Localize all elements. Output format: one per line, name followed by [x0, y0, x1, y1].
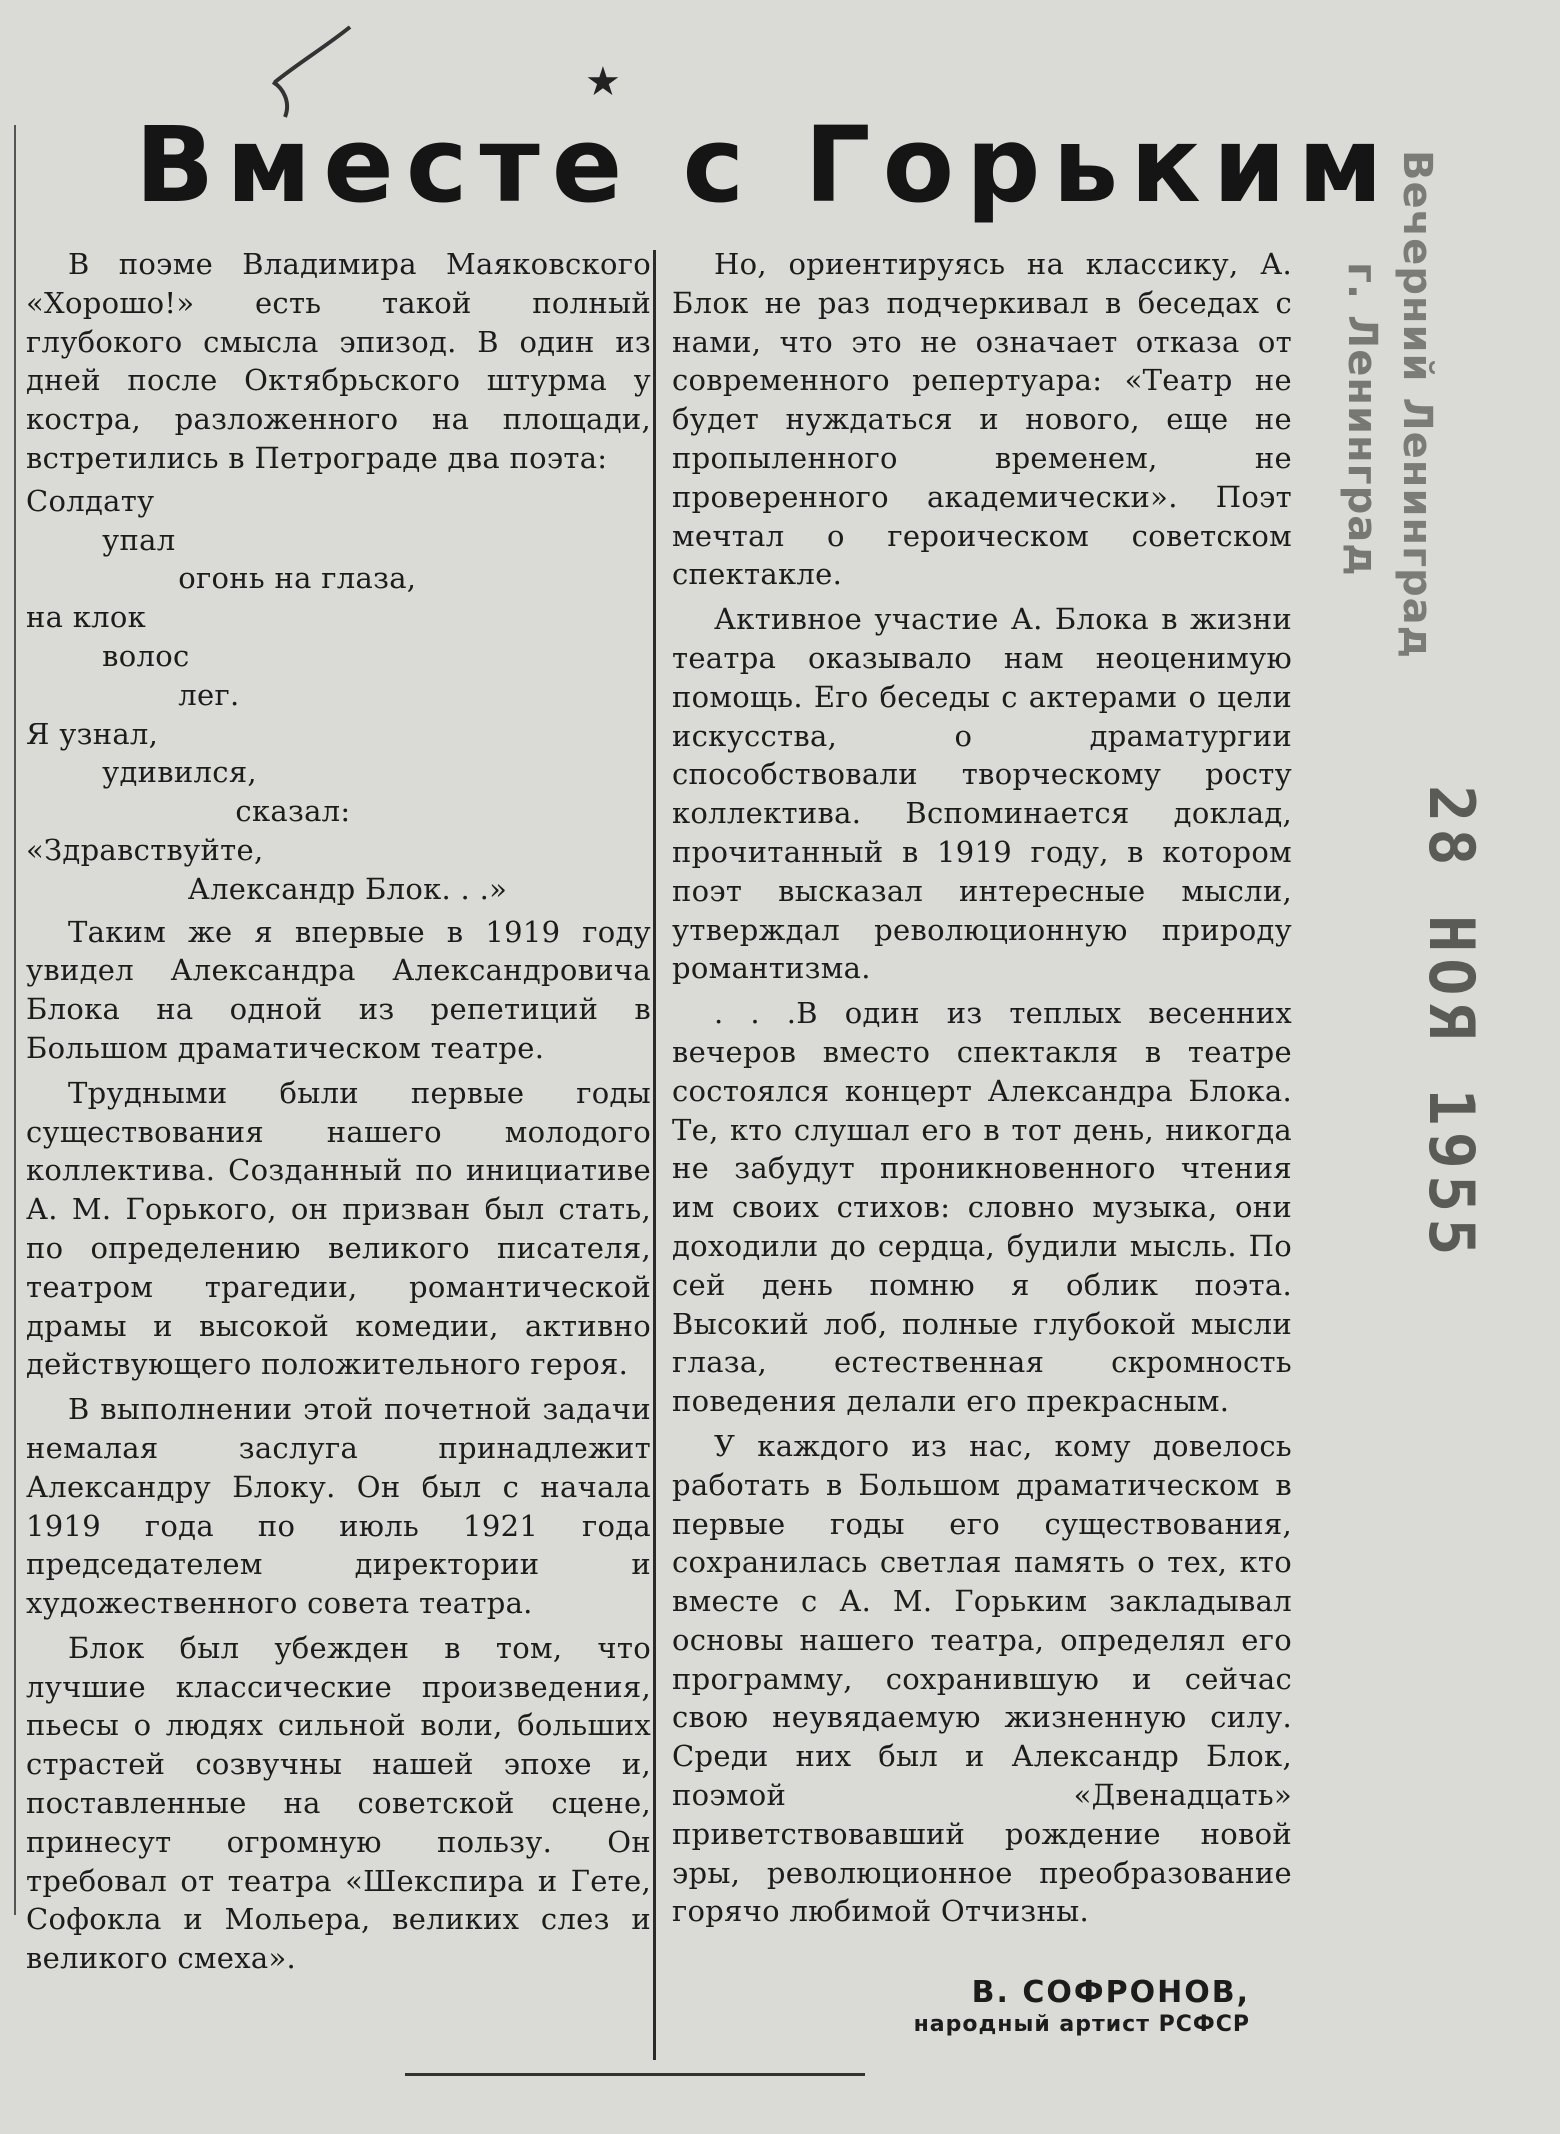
- poem-line: Я узнал,: [26, 716, 159, 751]
- bottom-rule: [405, 2073, 865, 2076]
- poem-line: лег.: [26, 677, 240, 712]
- paragraph: Активное участие А. Блока в жизни театра оказывало нам неоценимую помощь. Его беседы с актерами о цели искусства, о драматургии способствовали творческому росту коллектива. Вспоминается доклад, прочитанный в 1919 году, в котором поэт высказал интересные мысли, утверждал революционную природу романтизма.: [672, 602, 1292, 986]
- poem-line: Александр Блок. . .»: [26, 871, 508, 906]
- poem-line: Солдату: [26, 483, 155, 518]
- poem-line: «Здравствуйте,: [26, 832, 264, 867]
- star-icon: ★: [585, 59, 621, 105]
- paragraph: У каждого из нас, кому довелось работать в Большом драматическом в первые годы его существования, сохранилась светлая память о тех, кто вместе с А. М. Горьким закладывал основы нашего театра, определял его программу, сохранившую и сейчас свою неувядаемую жизненную силу. Среди них был и Александр Блок, поэмой «Двенадцать» приветствовавший рождение новой эры, революционное преобразование горячо любимой Отчизны.: [672, 1428, 1292, 1929]
- paragraph: Но, ориентируясь на классику, А. Блок не раз подчеркивал в беседах с нами, что это не означает отказа от современного репертуара: «Театр не будет нуждаться и нового, еще не пропыленного временем, не проверенного академически». Поэт мечтал о героическом советском спектакле.: [672, 247, 1292, 592]
- article-headline: Вместе с Горьким: [135, 104, 1395, 226]
- clipping-edge: [14, 125, 16, 1915]
- newspaper-name-stamp: Вечерний Ленинград: [1394, 150, 1440, 659]
- paragraph: Блок был убежден в том, что лучшие классические произведения, пьесы о людях сильной воли, больших страстей созвучны нашей эпохе и, поставленные на советской сцене, принесут огромную пользу. Он требовал от театра «Шекспира и Гете, Софокла и Мольера, великих слез и великого смеха».: [26, 1630, 651, 1976]
- author-title: народный артист РСФСР: [913, 2012, 1250, 2037]
- paragraph: Таким же я впервые в 1919 году увидел Александра Александровича Блока на одной из репетиций в Большом драматическом театре.: [26, 914, 651, 1065]
- paragraph: Трудными были первые годы существования нашего молодого коллектива. Созданный по инициативе А. М. Горького, он призван был стать, по определению великого писателя, театром трагедии, романтической драмы и высокой комедии, активно действующего положительного героя.: [26, 1075, 651, 1382]
- poem-line: огонь на глаза,: [26, 561, 417, 596]
- author-name: В. СОФРОНОВ,: [971, 1975, 1250, 2010]
- paragraph: В выполнении этой почетной задачи немалая заслуга принадлежит Александру Блоку. Он был с начала 1919 года по июль 1921 года председателем директории и художественного совета театра.: [26, 1392, 651, 1621]
- city-stamp: г. Ленинград: [1339, 262, 1385, 577]
- date-stamp: 28 НОЯ 1955: [1415, 785, 1488, 1262]
- column-divider: [653, 250, 656, 2060]
- poem-line: на клок: [26, 600, 147, 635]
- author-signature: [914, 1975, 1250, 2037]
- poem-line: упал: [26, 522, 176, 557]
- article-column-left: [26, 245, 651, 1978]
- poem-line: удивился,: [26, 755, 257, 790]
- poem-line: волос: [26, 638, 190, 673]
- poem-quote: [26, 482, 651, 909]
- article-column-right: [672, 245, 1292, 1931]
- poem-line: сказал:: [26, 794, 351, 829]
- paragraph: . . .В один из теплых весенних вечеров вместо спектакля в театре состоялся концерт Александра Блока. Те, кто слушал его в тот день, никогда не забудут проникновенного чтения им своих стихов: словно музыка, они доходили до сердца, будили мысль. По сей день помню я облик поэта. Высокий лоб, полные глубокой мысли глаза, естественная скромность поведения делали его прекрасным.: [672, 996, 1292, 1419]
- paragraph: В поэме Владимира Маяковского «Хорошо!» есть такой полный глубокого смысла эпизод. В один из дней после Октябрьского штурма у костра, разложенного на площади, встретились в Петрограде два поэта:: [26, 247, 651, 475]
